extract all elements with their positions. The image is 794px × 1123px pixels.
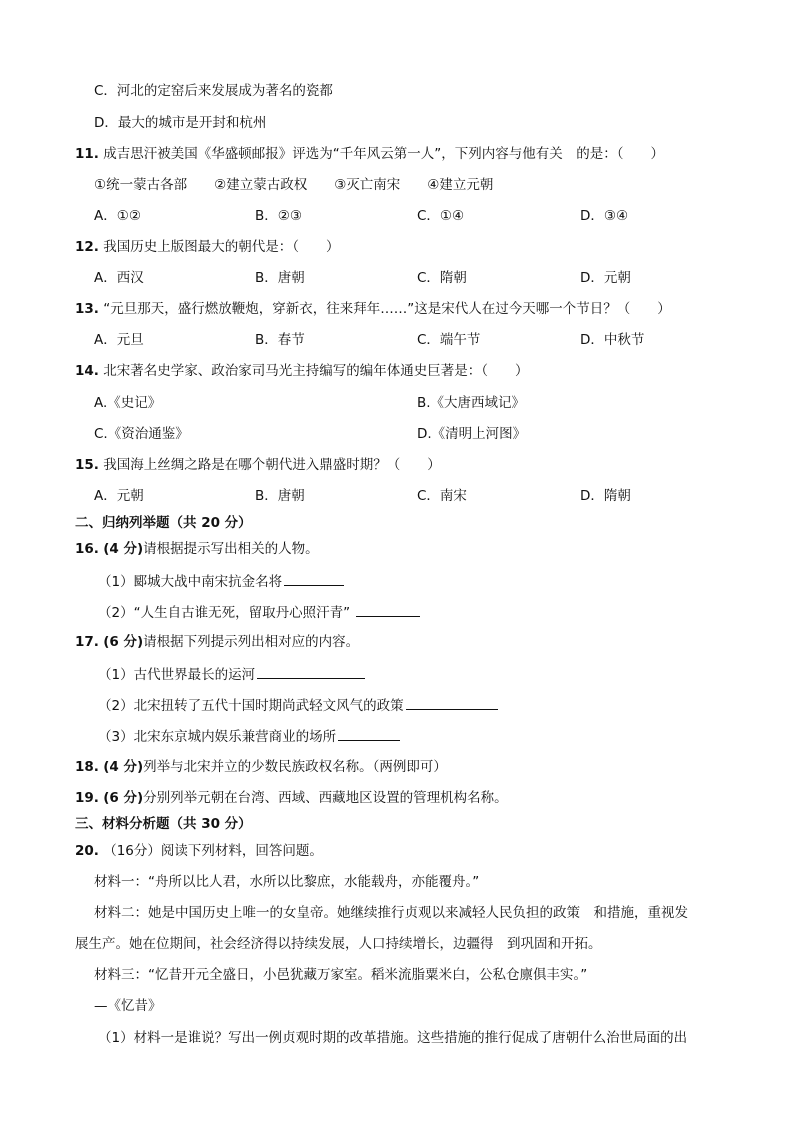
q14-option-c: C.《资治通鉴》 xyxy=(94,426,189,442)
q11-option-c: C．①④ xyxy=(417,208,465,224)
question-number: 19. xyxy=(75,790,99,806)
question-number: 16. xyxy=(75,541,99,557)
question-score: (4 分) xyxy=(103,759,144,775)
q17-sub-2 xyxy=(98,695,498,715)
sub-question-text: （2）“人生自古谁无死，留取丹心照汗青” xyxy=(98,605,351,621)
q15-option-d: D．隋朝 xyxy=(580,488,631,504)
question-number: 13. xyxy=(75,301,99,317)
q20-sub-1: （1）材料一是谁说？写出一例贞观时期的改革措施。这些措施的推行促成了唐朝什么治世局面的出 xyxy=(98,1030,688,1046)
q15-option-a: A．元朝 xyxy=(94,488,144,504)
q12-question xyxy=(75,238,339,256)
material-1: 材料一：“舟所以比人君，水所以比黎庶，水能载舟，亦能覆舟。” xyxy=(94,874,480,890)
material-3: 材料三：“忆昔开元全盛日，小邑犹藏万家室。稻米流脂粟米白，公私仓廪俱丰实。” xyxy=(94,967,588,983)
q11-option-b: B．②③ xyxy=(255,208,302,224)
q14-option-a: A.《史记》 xyxy=(94,395,162,411)
question-number: 11. xyxy=(75,146,99,162)
question-score: （16分） xyxy=(103,843,161,859)
section-2-heading: 二、归纳列举题（共 20 分） xyxy=(75,515,252,531)
q17-sub-3 xyxy=(98,726,400,746)
q12-option-a: A．西汉 xyxy=(94,270,144,286)
q20-question xyxy=(75,842,323,860)
q17-question xyxy=(75,633,359,651)
q14-option-d: D.《清明上河图》 xyxy=(417,426,527,442)
q11-question xyxy=(75,145,664,163)
question-number: 14. xyxy=(75,363,99,379)
q12-option-b: B．唐朝 xyxy=(255,270,305,286)
sub-question-text: （2）北宋扭转了五代十国时期尚武轻文风气的政策 xyxy=(98,698,404,714)
material-3-source: —《忆昔》 xyxy=(94,998,162,1014)
question-stem: 成吉思汗被美国《华盛顿邮报》评选为“千年风云第一人”，下列内容与他有关 的是：（ ） xyxy=(103,146,664,162)
question-number: 20. xyxy=(75,843,99,859)
question-stem: 请根据提示写出相关的人物。 xyxy=(143,541,319,557)
question-number: 17. xyxy=(75,634,99,650)
question-stem: 列举与北宋并立的少数民族政权名称。（两例即可） xyxy=(143,759,447,775)
question-stem: 请根据下列提示列出相对应的内容。 xyxy=(143,634,360,650)
q14-option-b: B.《大唐西域记》 xyxy=(417,395,526,411)
q15-question xyxy=(75,456,441,474)
q11-option-d: D．③④ xyxy=(580,208,629,224)
q15-option-c: C．南宋 xyxy=(417,488,467,504)
q13-question xyxy=(75,300,671,318)
answer-blank[interactable] xyxy=(406,695,498,710)
question-score: (6 分) xyxy=(103,790,144,806)
question-stem: 阅读下列材料，回答问题。 xyxy=(160,843,323,859)
q12-option-c: C．隋朝 xyxy=(417,270,467,286)
question-stem: 北宋著名史学家、政治家司马光主持编写的编年体通史巨著是：（ ） xyxy=(103,363,529,379)
sub-question-text: （3）北宋东京城内娱乐兼营商业的场所 xyxy=(98,729,337,745)
question-stem: “元旦那天，盛行燃放鞭炮，穿新衣，往来拜年……”这是宋代人在过今天哪一个节日？（ ） xyxy=(103,301,671,317)
q16-sub-2 xyxy=(98,602,420,622)
answer-blank[interactable] xyxy=(356,602,420,617)
q13-option-c: C．端午节 xyxy=(417,332,481,348)
q11-option-a: A．①② xyxy=(94,208,141,224)
q10-option-c: C．河北的定窑后来发展成为著名的瓷都 xyxy=(94,83,333,99)
q16-question xyxy=(75,540,319,558)
q10-option-d: D．最大的城市是开封和杭州 xyxy=(94,115,267,131)
question-stem: 我国海上丝绸之路是在哪个朝代进入鼎盛时期？（ ） xyxy=(103,457,441,473)
sub-question-text: （1）古代世界最长的运河 xyxy=(98,667,256,683)
question-score: (6 分) xyxy=(103,634,144,650)
q11-items: ①统一蒙古各部 ②建立蒙古政权 ③灭亡南宋 ④建立元朝 xyxy=(94,177,494,193)
question-score: (4 分) xyxy=(103,541,144,557)
answer-blank[interactable] xyxy=(257,664,365,679)
q19-question xyxy=(75,789,508,807)
question-number: 15. xyxy=(75,457,99,473)
question-number: 18. xyxy=(75,759,99,775)
answer-blank[interactable] xyxy=(338,726,400,741)
question-stem: 我国历史上版图最大的朝代是：（ ） xyxy=(103,239,340,255)
q13-option-b: B．春节 xyxy=(255,332,305,348)
question-number: 12. xyxy=(75,239,99,255)
q13-option-a: A．元旦 xyxy=(94,332,144,348)
q12-option-d: D．元朝 xyxy=(580,270,631,286)
q18-question xyxy=(75,758,447,776)
q16-sub-1 xyxy=(98,571,344,591)
material-2-line-2: 展生产。她在位期间，社会经济得以持续发展，人口持续增长，边疆得 到巩固和开拓。 xyxy=(75,936,602,952)
answer-blank[interactable] xyxy=(284,571,344,586)
q13-option-d: D．中秋节 xyxy=(580,332,645,348)
q15-option-b: B．唐朝 xyxy=(255,488,305,504)
section-3-heading: 三、材料分析题（共 30 分） xyxy=(75,816,252,832)
q14-question xyxy=(75,362,528,380)
material-2-line-1: 材料二：她是中国历史上唯一的女皇帝。她继续推行贞观以来减轻人民负担的政策 和措施，重视发 xyxy=(94,905,688,921)
q17-sub-1 xyxy=(98,664,365,684)
question-stem: 分别列举元朝在台湾、西域、西藏地区设置的管理机构名称。 xyxy=(143,790,508,806)
sub-question-text: （1）郾城大战中南宋抗金名将 xyxy=(98,574,283,590)
